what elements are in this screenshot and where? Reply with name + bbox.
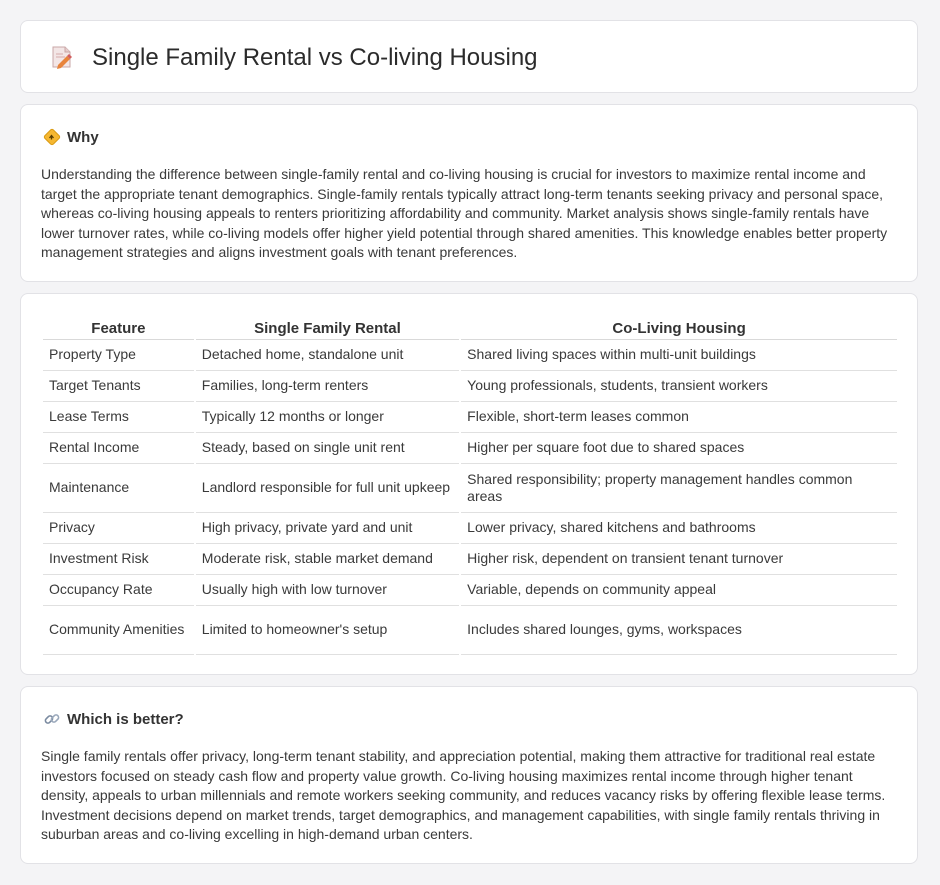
why-section xyxy=(20,104,918,282)
comparison-table xyxy=(41,315,899,655)
why-heading: Why xyxy=(67,128,99,146)
single-family-cell: Typically 12 months or longer xyxy=(196,402,459,433)
feature-cell: Privacy xyxy=(43,513,194,544)
why-text: Understanding the difference between single-family rental and co-living housing is crucial for investors to maximize rental income and target the appropriate tenant demographics. Single-family rentals typically attract long-term tenants seeking privacy and personal space, whereas co-living housing appeals to renters prioritizing affordability and community. Market analysis shows single-family rentals have lower turnover rates, while co-living models offer higher yield potential through shared amenities. This knowledge enables better property management strategies and aligns investment goals with tenant preferences. xyxy=(41,166,888,261)
table-row xyxy=(43,606,897,655)
single-family-cell: Landlord responsible for full unit upkeep xyxy=(196,464,459,513)
feature-cell: Maintenance xyxy=(43,464,194,513)
page-title: Single Family Rental vs Co-living Housing xyxy=(92,44,538,71)
single-family-cell: Moderate risk, stable market demand xyxy=(196,544,459,575)
table-header-row xyxy=(43,315,897,340)
co-living-cell: Shared responsibility; property management handles common areas xyxy=(461,464,897,513)
co-living-cell: Higher risk, dependent on transient tenant turnover xyxy=(461,544,897,575)
single-family-cell: High privacy, private yard and unit xyxy=(196,513,459,544)
table-row xyxy=(43,544,897,575)
header-single-family: Single Family Rental xyxy=(196,315,459,340)
co-living-cell: Lower privacy, shared kitchens and bathrooms xyxy=(461,513,897,544)
why-header xyxy=(43,127,99,147)
co-living-cell: Includes shared lounges, gyms, workspaces xyxy=(461,606,897,655)
single-family-cell: Families, long-term renters xyxy=(196,371,459,402)
feature-cell: Community Amenities xyxy=(43,606,194,655)
table-row xyxy=(43,433,897,464)
co-living-cell: Young professionals, students, transient workers xyxy=(461,371,897,402)
which-is-better-section xyxy=(20,686,918,864)
header-feature: Feature xyxy=(43,315,194,340)
co-living-cell: Variable, depends on community appeal xyxy=(461,575,897,606)
single-family-cell: Limited to homeowner's setup xyxy=(196,606,459,655)
feature-cell: Target Tenants xyxy=(43,371,194,402)
table-row xyxy=(43,402,897,433)
table-row xyxy=(43,513,897,544)
better-heading: Which is better? xyxy=(67,710,184,728)
title-card xyxy=(20,20,918,93)
single-family-cell: Detached home, standalone unit xyxy=(196,340,459,371)
better-text: Single family rentals offer privacy, long-term tenant stability, and appreciation potential, making them attractive for traditional real estate investors focused on steady cash flow and property value growth. Co-living housing maximizes rental income through higher tenant density, appeals to urban millennials and remote workers seeking community, and reduces vacancy risks by offering flexible lease terms. Investment decisions depend on market trends, target demographics, and management capabilities, with single family rentals thriving in suburban areas and co-living excelling in high-demand urban centers. xyxy=(41,748,886,843)
co-living-cell: Higher per square foot due to shared spaces xyxy=(461,433,897,464)
header-co-living: Co-Living Housing xyxy=(461,315,897,340)
better-header xyxy=(43,709,184,729)
feature-cell: Investment Risk xyxy=(43,544,194,575)
co-living-cell: Shared living spaces within multi-unit buildings xyxy=(461,340,897,371)
co-living-cell: Flexible, short-term leases common xyxy=(461,402,897,433)
link-icon xyxy=(43,710,61,728)
document-edit-icon xyxy=(47,43,75,71)
feature-cell: Property Type xyxy=(43,340,194,371)
table-row xyxy=(43,340,897,371)
single-family-cell: Usually high with low turnover xyxy=(196,575,459,606)
feature-cell: Rental Income xyxy=(43,433,194,464)
comparison-section xyxy=(20,293,918,675)
table-row xyxy=(43,575,897,606)
table-row xyxy=(43,464,897,513)
diamond-sign-icon xyxy=(43,128,61,146)
feature-cell: Lease Terms xyxy=(43,402,194,433)
table-row xyxy=(43,371,897,402)
feature-cell: Occupancy Rate xyxy=(43,575,194,606)
single-family-cell: Steady, based on single unit rent xyxy=(196,433,459,464)
